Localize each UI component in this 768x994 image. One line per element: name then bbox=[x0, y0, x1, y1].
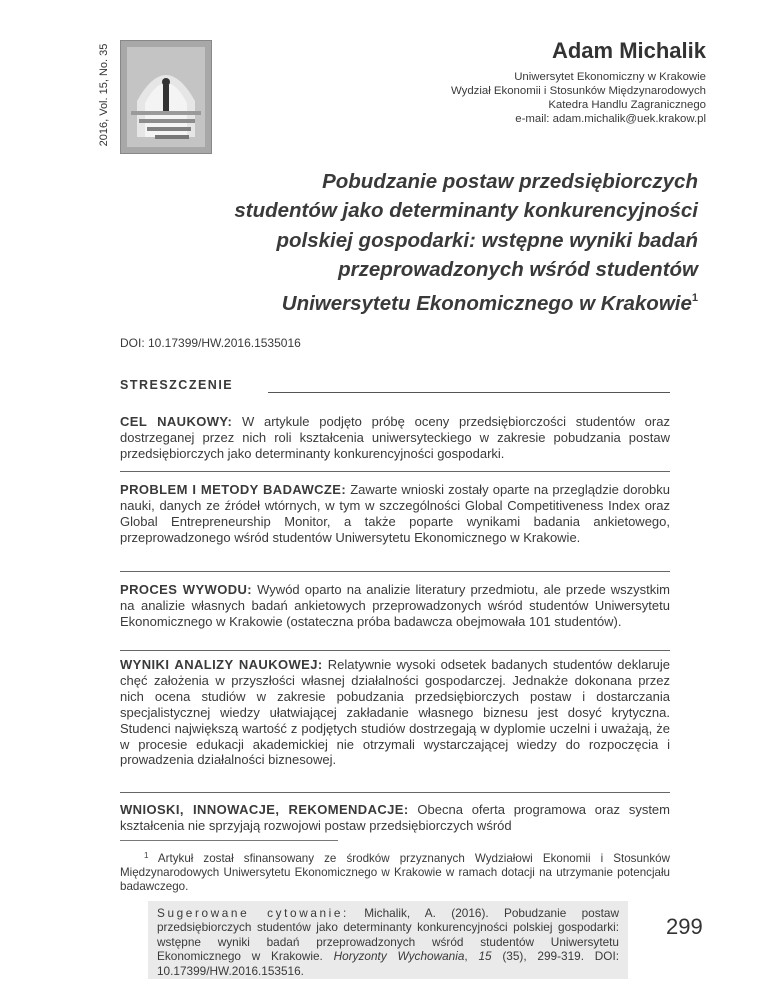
article-title bbox=[138, 167, 698, 318]
journal-volume-label: 2016, Vol. 15, No. 35 bbox=[98, 43, 110, 147]
title-line: Uniwersytetu Ekonomicznego w Krakowie bbox=[281, 292, 692, 316]
citation-volume: 15 bbox=[478, 949, 492, 964]
title-footnote-mark: 1 bbox=[691, 292, 698, 305]
footnote bbox=[120, 849, 670, 895]
section-text: Obecna oferta programowa oraz system kształcenia nie sprzyjają rozwojowi postaw przedsiębiorczych wśród bbox=[120, 802, 670, 833]
suggested-citation-box: Sugerowane cytowanie: Michalik, A. (2016). Pobudzanie postaw przedsiębiorczych studentów jako determinanty konkurencyjności polskiej gospodarki: wstępne wyniki badań przeprowadzonych wśród studentów Uniwersytetu Ekonomicznego w Krakowie. Horyzonty Wychowania, 15 (35), 299-319. DOI: 10.17399/HW.2016.153516. bbox=[148, 901, 628, 979]
section-divider bbox=[120, 471, 670, 472]
journal-cover-image bbox=[120, 40, 212, 154]
author-faculty: Wydział Ekonomii i Stosunków Międzynarodowych bbox=[450, 85, 706, 97]
author-name: Adam Michalik bbox=[551, 38, 706, 63]
citation-text: Michalik, A. (2016). Pobudzanie postaw przedsiębiorczych studentów jako determinanty konkurencyjności polskiej gospodarki: wstępne wyniki badań przeprowadzonych wśród studentów Uniwersytetu Ekonomicznego w Krakowie. bbox=[157, 906, 619, 964]
citation-journal: Horyzonty Wychowania bbox=[333, 949, 465, 964]
section-text: Wywód oparto na analizie literatury przedmiotu, ale przede wszystkim na analizie własnych badań ankietowych przeprowadzonych wśród studentów Uniwersytetu Ekonomicznego w Krakowie (ostateczna próba badawcza obejmowała 101 studentów). bbox=[120, 582, 670, 629]
abstract-section-methods bbox=[120, 482, 670, 546]
abstract-heading-rule bbox=[268, 392, 670, 393]
title-line: Pobudzanie postaw przedsiębiorczych bbox=[322, 170, 698, 193]
section-heading: WNIOSKI, INNOWACJE, REKOMENDACJE: bbox=[120, 802, 409, 817]
abstract-section-results bbox=[120, 657, 670, 768]
abstract-heading-label: STRESZCZENIE bbox=[120, 378, 234, 392]
title-line: polskiej gospodarki: wstępne wyniki badań bbox=[276, 228, 698, 252]
section-text: Zawarte wnioski zostały oparte na przeglądzie dorobku nauki, danych ze źródeł wtórnych, w tym w szczególności Global Competitiveness Index oraz Global Entrepreneurship Monitor, a także poparte wynikami badania ankietowego, przeprowadzonego wśród studentów Uniwersytetu Ekonomicznego w Krakowie. bbox=[120, 482, 670, 545]
section-text: Relatywnie wysoki odsetek badanych studentów deklaruje chęć założenia w przyszłości własnej działalności gospodarczej. Jednakże dokonana przez nich ocena studiów w zakresie pobudzania przedsiębiorczych postaw i dostarczania specjalistycznej wiedzy ułatwiającej zakładanie własnego biznesu jest dosyć krytyczna. Studenci największą wartość z podjętych studiów dostrzegają w dyplomie uczelni i uważają, że w procesie edukacji akademickiej nie otrzymali wystarczającej wiedzy do rozpoczęcia i prowadzenia działalności biznesowej. bbox=[120, 657, 670, 768]
abstract-section-goal bbox=[120, 414, 670, 462]
abstract-section-process bbox=[120, 582, 670, 630]
footnote-separator bbox=[120, 840, 338, 841]
page-number: 299 bbox=[666, 914, 703, 939]
author-email: e-mail: adam.michalik@uek.krakow.pl bbox=[515, 113, 706, 125]
doi: DOI: 10.17399/HW.2016.1535016 bbox=[120, 336, 301, 350]
author-block bbox=[451, 38, 706, 126]
author-department: Katedra Handlu Zagranicznego bbox=[548, 99, 706, 111]
section-heading: PROCES WYWODU: bbox=[120, 582, 253, 597]
section-divider bbox=[120, 571, 670, 572]
citation-pages-doi: (35), 299-319. DOI: 10.17399/HW.2016.153516. bbox=[157, 949, 620, 978]
footnote-text: Artykuł został sfinansowany ze środków przyznanych Wydziałowi Ekonomii i Stosunków Międzynarodowych Uniwersytetu Ekonomicznego w Krakowie w ramach dotacji na utrzymanie potencjału badawczego. bbox=[120, 852, 670, 894]
author-university: Uniwersytet Ekonomiczny w Krakowie bbox=[514, 71, 706, 83]
footnote-mark: 1 bbox=[144, 851, 149, 860]
abstract-section-conclusions bbox=[120, 802, 670, 834]
title-line: przeprowadzonych wśród studentów bbox=[338, 257, 698, 281]
section-heading: CEL NAUKOWY: bbox=[120, 414, 233, 429]
section-heading: WYNIKI ANALIZY NAUKOWEJ: bbox=[120, 657, 323, 672]
citation-label: Sugerowane cytowanie: bbox=[157, 906, 349, 920]
section-divider bbox=[120, 650, 670, 651]
section-heading: PROBLEM I METODY BADAWCZE: bbox=[120, 482, 347, 497]
abstract-heading bbox=[120, 378, 670, 396]
title-line: studentów jako determinanty konkurencyjności bbox=[234, 199, 698, 223]
section-text: W artykule podjęto próbę oceny przedsiębiorczości studentów oraz dostrzeganej przez nich roli kształcenia uniwersyteckiego w zakresie pobudzania postaw przedsiębiorczych jako determinanty konkurencyjności gospodarki. bbox=[120, 414, 670, 461]
cover-illustration bbox=[121, 41, 211, 153]
section-divider bbox=[120, 792, 670, 793]
